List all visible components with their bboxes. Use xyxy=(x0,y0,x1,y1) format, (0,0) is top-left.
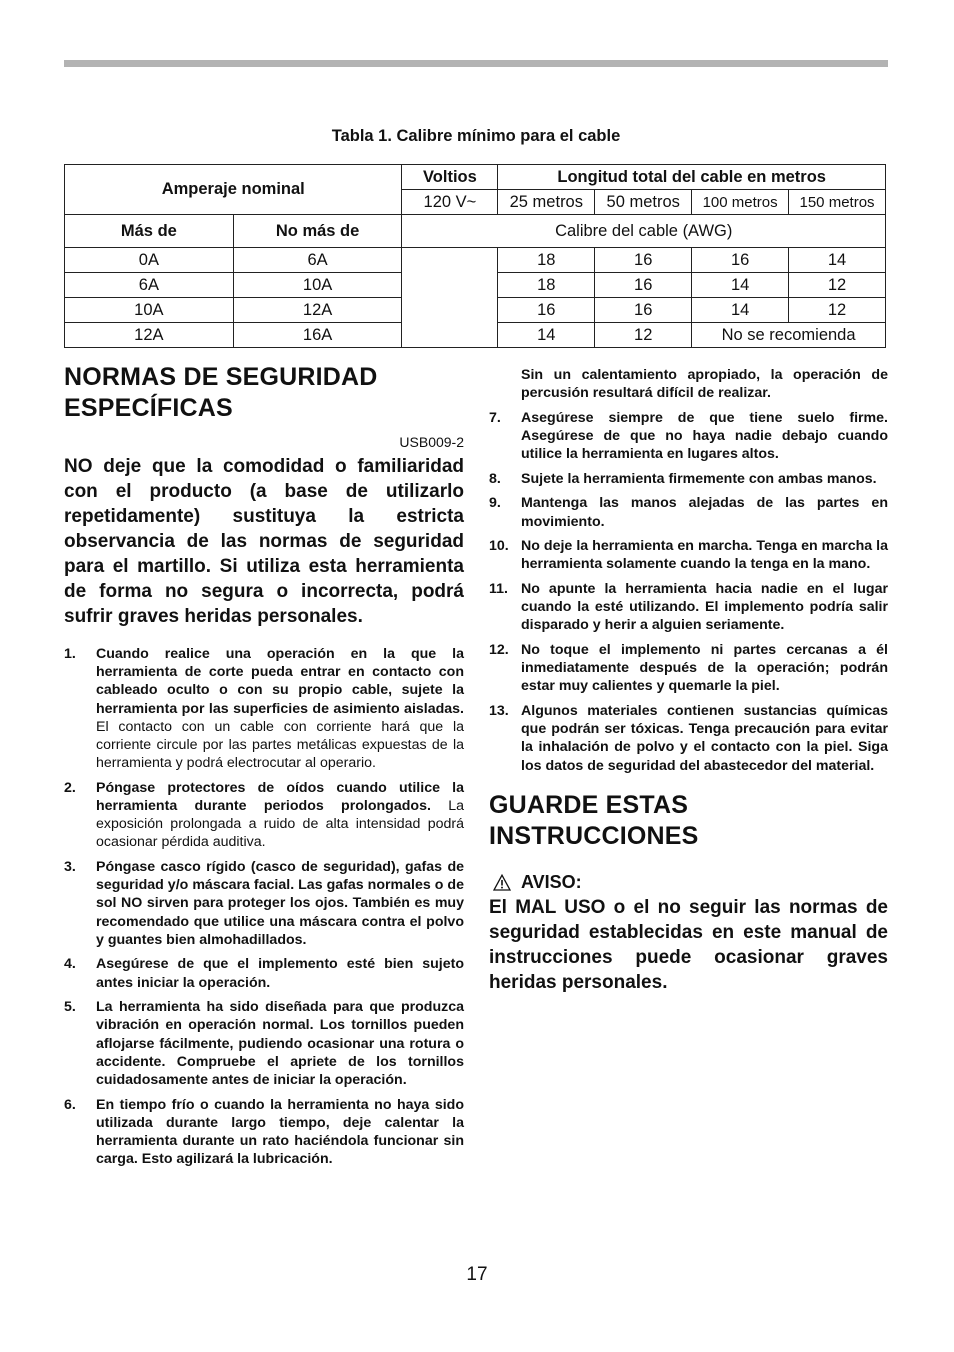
list-item xyxy=(489,494,888,530)
item-bold-text: Asegúrese siempre de que tiene suelo firme. Asegúrese de que no haya nadie debajo cuando utilice la herramienta en lugares altos. xyxy=(521,409,888,463)
length-50: 50 metros xyxy=(595,190,692,215)
table-row xyxy=(65,248,886,273)
section-title-line: INSTRUCCIONES xyxy=(489,821,699,850)
item-bold-text: Sujete la herramienta firmemente con ambas manos. xyxy=(521,470,877,487)
list-item xyxy=(489,580,888,635)
item-number: 12. xyxy=(489,641,509,658)
cell-gauge-25: 18 xyxy=(498,273,595,298)
item-bold-text: Póngase casco rígido (casco de seguridad), gafas de seguridad y/o máscara facial. Las gafas normales o de sol NO sirven para proteger los ojos. También es muy recomendado que utilice una máscara contra el polvo y guantes bien almohadillados. xyxy=(96,859,464,948)
intro-warning: NO deje que la comodidad o familiaridad con el producto (a base de utilizarlo repetidamente) sustituya la estricta observancia de las normas de seguridad para el martillo. Si utiliza esta herramienta de forma no segura o incorrecta, podrá sufrir graves heridas personales. xyxy=(64,456,464,627)
list-item xyxy=(64,779,464,852)
warning-triangle-icon xyxy=(493,874,511,891)
length-150: 150 metros xyxy=(789,190,886,215)
item-bold-text: Cuando realice una operación en la que la herramienta de corte pueda entrar en contacto con cableado oculto o con su propio cable, sujete la herramienta por las superficies de asimiento aisladas. xyxy=(96,646,464,717)
document-code: USB009-2 xyxy=(399,434,464,450)
table-caption: Tabla 1. Calibre mínimo para el cable xyxy=(331,127,621,145)
cell-from: 6A xyxy=(65,273,234,298)
section-title-line: ESPECÍFICAS xyxy=(64,394,233,422)
section-title-safety xyxy=(64,362,464,424)
item-bold-text: En tiempo frío o cuando la herramienta no haya sido utilizada durante largo tiempo, deje calentar la herramienta durante un rato haciéndola funcionar sin carga. Esto agilizará la lubricación. xyxy=(96,1096,464,1168)
item-plain-text: La exposición prolongada a ruido de alta intensidad podrá ocasionar pérdida auditiva. xyxy=(96,798,464,851)
list-item xyxy=(489,537,888,573)
section-title-line: NORMAS DE SEGURIDAD xyxy=(64,363,378,391)
item-bold-text: Mantenga las manos alejadas de las partes en movimiento. xyxy=(521,495,888,530)
header-not-more-than: No más de xyxy=(233,215,402,248)
misuse-warning: El MAL USO o el no seguir las normas de seguridad establecidas en este manual de instrucciones puede ocasionar graves heridas personales. xyxy=(489,896,888,993)
cell-from: 0A xyxy=(65,248,234,273)
item-number: 11. xyxy=(489,580,508,597)
cell-gauge-25: 18 xyxy=(498,248,595,273)
page-number: 17 xyxy=(466,1264,488,1285)
cell-not-recommended: No se recomienda xyxy=(692,323,886,348)
item-number: 9. xyxy=(489,495,501,512)
cell-gauge-50: 16 xyxy=(595,298,692,323)
item-plain-text: El contacto con un cable con corriente hará que la corriente circule por las partes metálicas expuestas de la herramienta y podrá electrocutar al operario. xyxy=(96,718,464,772)
cell-from: 10A xyxy=(65,298,234,323)
cable-gauge-table xyxy=(64,164,886,348)
section-title-save-instructions xyxy=(489,790,888,852)
item-number: 7. xyxy=(489,409,501,426)
aviso-heading xyxy=(489,872,888,893)
cell-from: 12A xyxy=(65,323,234,348)
list-item xyxy=(489,641,888,696)
cell-gauge-50: 16 xyxy=(595,248,692,273)
cell-gauge-150: 14 xyxy=(789,248,886,273)
item-number: 3. xyxy=(64,859,76,876)
item-number: 13. xyxy=(489,702,509,719)
header-amperage: Amperaje nominal xyxy=(65,165,402,215)
list-item xyxy=(489,409,888,464)
list-item xyxy=(64,998,464,1089)
rule-6-continued: Sin un calentamiento apropiado, la operación de percusión resultará difícil de realizar. xyxy=(521,367,888,402)
header-more-than: Más de xyxy=(65,215,234,248)
item-number: 5. xyxy=(64,999,76,1016)
rules-list-right xyxy=(489,409,888,775)
item-bold-text: No deje la herramienta en marcha. Tenga en marcha la herramienta solamente cuando la tenga en la mano. xyxy=(521,538,888,573)
list-item xyxy=(64,858,464,949)
item-number: 6. xyxy=(64,1096,76,1113)
cell-gauge-25: 16 xyxy=(498,298,595,323)
length-25: 25 metros xyxy=(498,190,595,215)
cell-to: 6A xyxy=(233,248,402,273)
cell-gauge-150: 12 xyxy=(789,298,886,323)
left-column xyxy=(64,362,464,1175)
cell-voltage-empty xyxy=(402,248,498,348)
header-gauge: Calibre del cable (AWG) xyxy=(402,215,886,248)
item-bold-text: Póngase protectores de oídos cuando utilice la herramienta durante periodos prolongados. xyxy=(96,779,464,815)
list-item xyxy=(64,955,464,991)
item-bold-text: Asegúrese de que el implemento esté bien sujeto antes iniciar la operación. xyxy=(96,956,464,991)
voltage-value: 120 V~ xyxy=(402,190,498,215)
cell-gauge-100: 16 xyxy=(692,248,789,273)
cell-to: 12A xyxy=(233,298,402,323)
rules-list-left xyxy=(64,645,464,1168)
length-100: 100 metros xyxy=(692,190,789,215)
cell-gauge-25: 14 xyxy=(498,323,595,348)
header-volts: Voltios xyxy=(402,165,498,190)
cell-to: 10A xyxy=(233,273,402,298)
list-item xyxy=(489,470,888,488)
item-bold-text: No apunte la herramienta hacia nadie en el lugar cuando la esté utilizando. El implemento podría salir disparado y herir a alguien seriamente. xyxy=(521,580,888,634)
list-item xyxy=(489,702,888,775)
item-bold-text: La herramienta ha sido diseñada para que produzca vibración en operación normal. Los tornillos pueden aflojarse fácilmente, pudiendo ocasionar una rotura o accidente. Compruebe el apriete de los tornillos cuidadosamente antes de iniciar la operación. xyxy=(96,999,464,1089)
aviso-label: AVISO: xyxy=(521,871,582,892)
list-item xyxy=(64,645,464,772)
cell-gauge-50: 16 xyxy=(595,273,692,298)
section-title-line: GUARDE ESTAS xyxy=(489,790,689,819)
cell-gauge-50: 12 xyxy=(595,323,692,348)
item-number: 2. xyxy=(64,779,76,796)
header-length: Longitud total del cable en metros xyxy=(498,165,886,190)
item-bold-text: No toque el implemento ni partes cercanas a él inmediatamente después de la operación; podrán estar muy calientes y quemarle la piel. xyxy=(521,641,888,695)
cell-gauge-100: 14 xyxy=(692,273,789,298)
item-number: 8. xyxy=(489,470,501,487)
cell-gauge-100: 14 xyxy=(692,298,789,323)
item-number: 1. xyxy=(64,646,76,662)
item-number: 4. xyxy=(64,956,76,973)
cell-to: 16A xyxy=(233,323,402,348)
item-bold-text: Algunos materiales contienen sustancias químicas que podrán ser tóxicas. Tenga precaución para evitar la inhalación de polvo y el contacto con la piel. Siga los datos de seguridad del abastecedor del material. xyxy=(521,702,888,774)
item-number: 10. xyxy=(489,538,509,555)
header-rule xyxy=(64,60,888,67)
list-item xyxy=(64,1096,464,1169)
right-column xyxy=(489,366,888,995)
cell-gauge-150: 12 xyxy=(789,273,886,298)
